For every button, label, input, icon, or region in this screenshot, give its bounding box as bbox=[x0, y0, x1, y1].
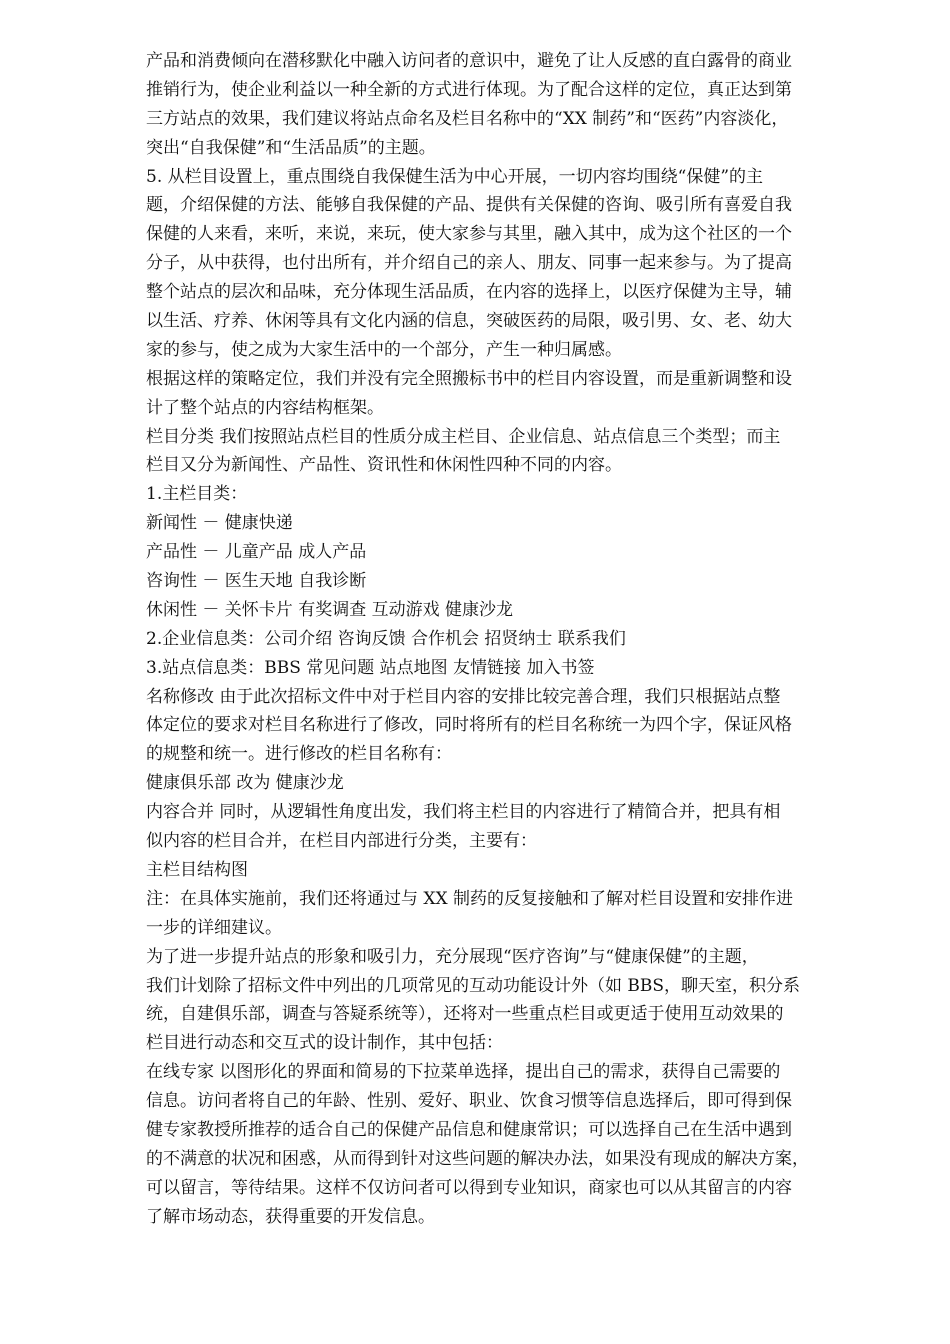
text-line: 整个站点的层次和品味，充分体现生活品质，在内容的选择上，以医疗保健为主导，辅 bbox=[146, 282, 792, 303]
text-line: 栏目进行动态和交互式的设计制作，其中包括： bbox=[146, 1033, 503, 1054]
text-line: 产品和消费倾向在潜移默化中融入访问者的意识中，避免了让人反感的直白露骨的商业 bbox=[146, 51, 792, 71]
text-line: 可以留言，等待结果。这样不仅访问者可以得到专业知识，商家也可以从其留言的内容 bbox=[146, 1177, 792, 1198]
list-item: 休闲性 － 关怀卡片 有奖调查 互动游戏 健康沙龙 bbox=[146, 599, 514, 620]
text-line: 体定位的要求对栏目名称进行了修改，同时将所有的栏目名称统一为四个字，保证风格 bbox=[146, 715, 792, 736]
text-line: 的规整和统一。进行修改的栏目名称有： bbox=[146, 744, 452, 765]
text-line: 栏目分类 我们按照站点栏目的性质分成主栏目、企业信息、站点信息三个类型；而主 bbox=[146, 426, 781, 447]
list-item: 产品性 － 儿童产品 成人产品 bbox=[146, 542, 367, 563]
text-line: 内容合并 同时，从逻辑性角度出发，我们将主栏目的内容进行了精简合并，把具有相 bbox=[146, 802, 781, 823]
text-line: 分子，从中获得，也付出所有，并介绍自己的亲人、朋友、同事一起来参与。为了提高 bbox=[146, 253, 792, 274]
text-line: 了解市场动态，获得重要的开发信息。 bbox=[146, 1206, 435, 1227]
document-body bbox=[146, 47, 882, 1232]
list-item: 咨询性 － 医生天地 自我诊断 bbox=[146, 571, 367, 592]
text-line: 健康俱乐部 改为 健康沙龙 bbox=[146, 773, 344, 794]
list-item: 2.企业信息类：公司介绍 咨询反馈 合作机会 招贤纳士 联系我们 bbox=[146, 628, 626, 649]
text-line: 家的参与，使之成为大家生活中的一个部分，产生一种归属感。 bbox=[146, 339, 622, 360]
text-line: 以生活、疗养、休闲等具有文化内涵的信息，突破医药的局限，吸引男、女、老、幼大 bbox=[146, 311, 792, 332]
list-item: 新闻性 － 健康快递 bbox=[146, 513, 293, 534]
text-line: 名称修改 由于此次招标文件中对于栏目内容的安排比较完善合理，我们只根据站点整 bbox=[146, 686, 781, 707]
text-line: 注：在具体实施前，我们还将通过与 XX 制药的反复接触和了解对栏目设置和安排作进 bbox=[146, 888, 794, 909]
section-heading: 主栏目结构图 bbox=[146, 859, 248, 880]
text-line: 突出“自我保健”和“生活品质”的主题。 bbox=[146, 137, 436, 158]
text-line: 为了进一步提升站点的形象和吸引力，充分展现“医疗咨询”与“健康保健”的主题， bbox=[146, 946, 759, 967]
text-line: 的不满意的状况和困惑，从而得到针对这些问题的解决办法，如果没有现成的解决方案， bbox=[146, 1148, 809, 1169]
text-line: 信息。访问者将自己的年龄、性别、爱好、职业、饮食习惯等信息选择后，即可得到保 bbox=[146, 1091, 792, 1112]
text-line: 保健的人来看，来听，来说，来玩，使大家参与其里，融入其中，成为这个社区的一个 bbox=[146, 224, 792, 245]
text-line: 计了整个站点的内容结构框架。 bbox=[146, 397, 384, 418]
list-item: 3.站点信息类：BBS 常见问题 站点地图 友情链接 加入书签 bbox=[146, 657, 595, 678]
text-line: 题，介绍保健的方法、能够自我保健的产品、提供有关保健的咨询、吸引所有喜爱自我 bbox=[146, 195, 792, 216]
section-heading: 1.主栏目类： bbox=[146, 484, 248, 505]
text-line: 健专家教授所推荐的适合自己的保健产品信息和健康常识；可以选择自己在生活中遇到 bbox=[146, 1119, 792, 1140]
text-line: 在线专家 以图形化的界面和简易的下拉菜单选择，提出自己的需求，获得自己需要的 bbox=[146, 1062, 781, 1083]
text-line: 栏目又分为新闻性、产品性、资讯性和休闲性四种不同的内容。 bbox=[146, 455, 622, 476]
text-line: 推销行为，使企业利益以一种全新的方式进行体现。为了配合这样的定位，真正达到第 bbox=[146, 79, 792, 100]
text-line: 5. 从栏目设置上，重点围绕自我保健生活为中心开展，一切内容均围绕“保健”的主 bbox=[146, 166, 764, 187]
text-line: 似内容的栏目合并，在栏目内部进行分类，主要有： bbox=[146, 831, 537, 852]
text-line: 统，自建俱乐部，调查与答疑系统等），还将对一些重点栏目或更适于使用互动效果的 bbox=[146, 1004, 784, 1025]
text-line: 三方站点的效果，我们建议将站点命名及栏目名称中的“XX 制药”和“医药”内容淡化， bbox=[146, 108, 789, 129]
text-line: 根据这样的策略定位，我们并没有完全照搬标书中的栏目内容设置，而是重新调整和设 bbox=[146, 368, 792, 389]
text-line: 我们计划除了招标文件中列出的几项常见的互动功能设计外（如 BBS，聊天室，积分系 bbox=[146, 975, 801, 996]
text-line: 一步的详细建议。 bbox=[146, 917, 282, 938]
